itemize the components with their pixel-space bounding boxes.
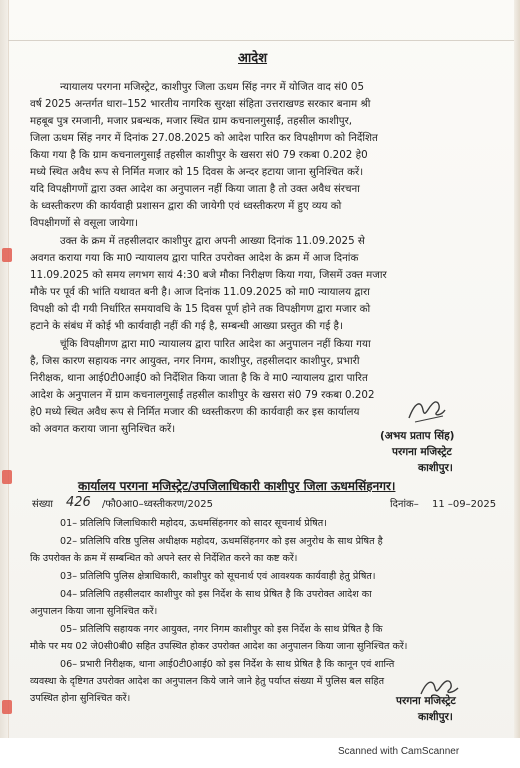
para2-line: हटाने के संबंध में कोई भी कार्यवाही नहीं की गई है, सम्बन्धी आख्या प्रस्तुत की गई है। bbox=[30, 320, 343, 332]
copy-line: व्यवस्था के दृष्टिगत उपरोक्त आदेश का अनुपालन किये जाने जाने हेतु पर्याप्त संख्या में पुलिस बल सहित bbox=[30, 676, 385, 687]
para2-line: 11.09.2025 को समय लगभग सायं 4:30 बजे मौका निरीक्षण किया गया, जिसमें उक्त मजार bbox=[30, 269, 387, 281]
page-right-edge bbox=[514, 0, 520, 768]
para3-line: हे0 मध्ये स्थित अवैध रूप से निर्मित मजार की ध्वस्तीकरण की कार्यवाही कर इस कार्यालय bbox=[30, 406, 360, 418]
copy-line: उपस्थित होना सुनिश्चित करें। bbox=[30, 693, 131, 704]
para2-line: विपक्षी को दी गयी निर्धारित समयावधि के 15 दिवस पूर्ण होने तक विपक्षीगण द्वारा मजार को bbox=[30, 303, 371, 315]
edge-red-mark bbox=[2, 470, 12, 484]
reference-date-label: दिनांक– bbox=[390, 499, 419, 510]
reference-number: 426 bbox=[66, 495, 91, 510]
para1-line: किया गया है कि ग्राम कचनालगुसाईं तहसील काशीपुर के खसरा सं0 79 रकबा 0.202 हे0 bbox=[30, 149, 368, 161]
copy-line: 01– प्रतिलिपि जिलाधिकारी महोदय, ऊधमसिंहनगर को सादर सूचनार्थ प्रेषित। bbox=[60, 518, 327, 529]
order-heading: आदेश bbox=[238, 51, 268, 66]
copy-line: मौके पर मय 02 जे0सी0बी0 सहित उपस्थित होकर उपरोक्त आदेश का अनुपालन किया जाना सुनिश्चित करें। bbox=[30, 641, 408, 652]
top-fold-line bbox=[8, 40, 514, 41]
para3-line: है, जिस कारण सहायक नगर आयुक्त, नगर निगम, काशीपुर, तहसीलदार काशीपुर, प्रभारी bbox=[30, 355, 360, 367]
signatory2-place: काशीपुर। bbox=[418, 711, 453, 723]
para2-line: मौके पर पूर्व की भांति यथावत बनी है। आज दिनांक 11.09.2025 को मा0 न्यायालय द्वारा bbox=[30, 286, 370, 298]
copy-line: 02– प्रतिलिपि वरिष्ठ पुलिस अधीक्षक महोदय, ऊधमसिंहनगर को इस अनुरोध के साथ प्रेषित है bbox=[60, 536, 383, 547]
copy-line: 05– प्रतिलिपि सहायक नगर आयुक्त, नगर निगम काशीपुर को इस निर्देश के साथ प्रेषित है कि bbox=[60, 624, 383, 635]
para1-line: मध्ये स्थित अवैध रूप से निर्मित मजार को 15 दिवस के अन्दर हटाया जाना सुनिश्चित करें। bbox=[30, 166, 364, 178]
copy-line: 04– प्रतिलिपि तहसीलदार काशीपुर को इस निर्देश के साथ प्रेषित है कि उपरोक्त आदेश का bbox=[60, 589, 372, 600]
copy-line: 06– प्रभारी निरीक्षक, थाना आई0टी0आई0 को इस निर्देश के साथ प्रेषित है कि कानून एवं शान्ति bbox=[60, 659, 395, 670]
reference-file: /फौ0आ0–ध्वस्तीकरण/2025 bbox=[102, 499, 213, 510]
edge-red-mark bbox=[2, 700, 12, 714]
signatory2-designation: परगना मजिस्ट्रेट bbox=[396, 695, 456, 707]
para3-line: को अवगत कराया जाना सुनिश्चित करें। bbox=[30, 423, 176, 435]
para1-line: विपक्षीगणों से वसूला जायेगा। bbox=[30, 217, 138, 229]
para2-line: उक्त के क्रम में तहसीलदार काशीपुर द्वारा अपनी आख्या दिनांक 11.09.2025 से bbox=[60, 235, 365, 247]
signatory-name: (अभय प्रताप सिंह) bbox=[380, 430, 455, 442]
scanner-watermark: Scanned with CamScanner bbox=[338, 746, 460, 757]
para3-line: चूंकि विपक्षीगण द्वारा मा0 न्यायालय द्वारा पारित आदेश का अनुपालन नहीं किया गया bbox=[60, 338, 371, 350]
para3-line: निरीक्षक, थाना आई0टी0आई0 को निर्देशित किया जाता है कि वे मा0 न्यायालय द्वारा पारित bbox=[30, 372, 368, 384]
signatory-place: काशीपुर। bbox=[418, 462, 453, 474]
copy-line: कि उपरोक्त के क्रम में सम्बन्धित को अपने स्तर से निर्देशित करने का कष्ट करें। bbox=[30, 553, 298, 564]
para1-line: महबूब पुत्र रमजानी, मजार प्रबन्धक, मजार स्थित ग्राम कचनालगुसाईं, तहसील काशीपुर, bbox=[30, 115, 353, 127]
para1-line: यदि विपक्षीगणों द्वारा उक्त आदेश का अनुपालन नहीं किया जाता है तो उक्त अवैध संरचना bbox=[30, 183, 360, 195]
copy-line: 03– प्रतिलिपि पुलिस क्षेत्राधिकारी, काशीपुर को सूचनार्थ एवं आवश्यक कार्यवाही हेतु प्रेषित। bbox=[60, 571, 376, 582]
para1-line: जिला ऊधम सिंह नगर में दिनांक 27.08.2025 को आदेश पारित कर विपक्षीगण को निर्देशित bbox=[30, 132, 378, 144]
office-title: कार्यालय परगना मजिस्ट्रेट/उपजिलाधिकारी काशीपुर जिला ऊधमसिंहनगर। bbox=[78, 479, 396, 493]
reference-date-value: 11 –09–2025 bbox=[432, 499, 497, 510]
edge-red-mark bbox=[2, 248, 12, 262]
para1-line: के ध्वस्तीकरण की कार्यवाही प्रशासन द्वारा की जायेगी एवं ध्वस्तीकरण में हुए व्यय को bbox=[30, 200, 342, 212]
reference-prefix: संख्या bbox=[32, 499, 53, 510]
copy-line: अनुपालन किया जाना सुनिश्चित करें। bbox=[30, 606, 158, 617]
para1-line: न्यायालय परगना मजिस्ट्रेट, काशीपुर जिला ऊधम सिंह नगर में योजित वाद सं0 05 bbox=[60, 81, 365, 93]
signatory-designation: परगना मजिस्ट्रेट bbox=[392, 446, 452, 458]
page-left-edge bbox=[0, 0, 9, 768]
para2-line: अवगत कराया गया कि मा0 न्यायालय द्वारा पारित उपरोक्त आदेश के क्रम में आज दिनांक bbox=[30, 252, 359, 264]
para3-line: आदेश के अनुपालन में ग्राम कचनालगुसाईं तहसील काशीपुर के खसरा सं0 79 रकबा 0.202 bbox=[30, 389, 375, 401]
para1-line: वर्ष 2025 अन्तर्गत धारा–152 भारतीय नागरिक सुरक्षा संहिता उत्तराखण्ड सरकार बनाम श्री bbox=[30, 98, 371, 110]
handwritten-signature-1 bbox=[405, 396, 449, 426]
